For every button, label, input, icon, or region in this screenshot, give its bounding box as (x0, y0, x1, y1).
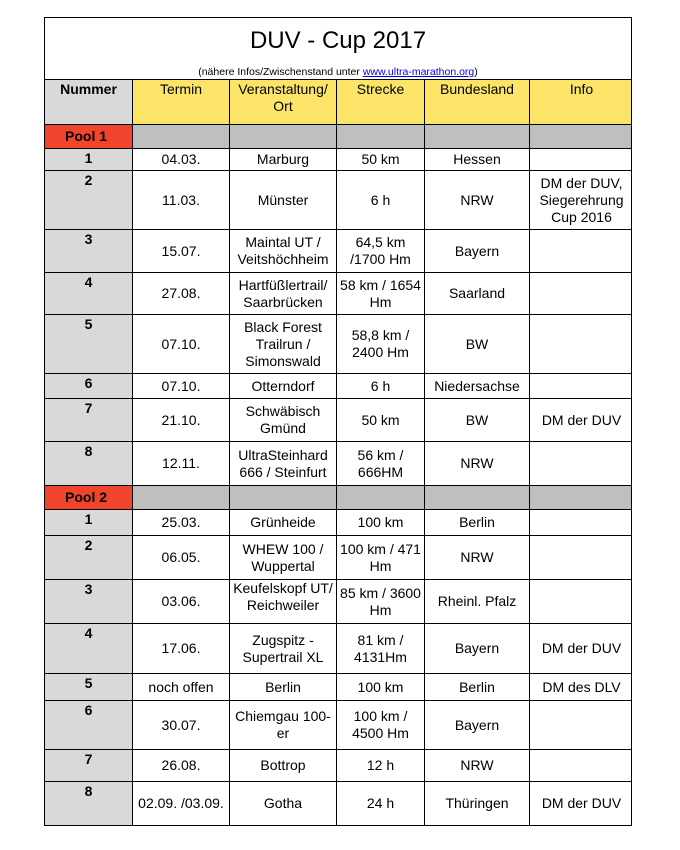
pool-name: Pool 2 (45, 486, 133, 510)
cell-strecke: 81 km / 4131Hm (337, 624, 425, 674)
cell-termin: 17.06. (133, 624, 230, 674)
cell-info (530, 510, 633, 536)
header-veranstaltung: Veranstaltung/ Ort (230, 80, 337, 125)
cell-nummer: 6 (45, 701, 133, 750)
subtitle-suffix: ) (474, 66, 478, 78)
cell-ort: Bottrop (230, 750, 337, 782)
cell-info: DM der DUV (530, 624, 633, 674)
cell-ort: Münster (230, 171, 337, 230)
cell-ort: UltraSteinhard 666 / Steinfurt (230, 442, 337, 486)
cell-nummer: 3 (45, 580, 133, 624)
table-row (45, 374, 633, 399)
pool-header-cell (530, 486, 633, 510)
cell-info: DM der DUV (530, 399, 633, 442)
pool-header-cell (530, 125, 633, 149)
cell-strecke: 56 km / 666HM (337, 442, 425, 486)
table-row (45, 510, 633, 536)
cell-termin: 02.09. /03.09. (133, 782, 230, 826)
cell-info: DM des DLV (530, 674, 633, 701)
cell-nummer: 5 (45, 674, 133, 701)
cell-nummer: 4 (45, 273, 133, 315)
cell-nummer: 3 (45, 230, 133, 273)
cell-bundesland: NRW (425, 171, 530, 230)
cell-ort: Otterndorf (230, 374, 337, 399)
cell-ort: WHEW 100 / Wuppertal (230, 536, 337, 580)
cell-info (530, 149, 633, 171)
header-info: Info (530, 80, 633, 125)
cell-termin: noch offen (133, 674, 230, 701)
pool-name: Pool 1 (45, 125, 133, 149)
cell-nummer: 8 (45, 782, 133, 826)
cell-strecke: 50 km (337, 399, 425, 442)
cell-nummer: 2 (45, 171, 133, 230)
cell-nummer: 5 (45, 315, 133, 374)
cell-info (530, 273, 633, 315)
cell-termin: 25.03. (133, 510, 230, 536)
table-row (45, 315, 633, 374)
pool-header-row (45, 125, 633, 149)
table-row (45, 750, 633, 782)
pool-header-cell (337, 125, 425, 149)
pool-header-cell (133, 486, 230, 510)
cell-info (530, 315, 633, 374)
table-row (45, 399, 633, 442)
cell-bundesland: Bayern (425, 230, 530, 273)
cell-ort: Schwäbisch Gmünd (230, 399, 337, 442)
subtitle (45, 64, 631, 80)
cell-nummer: 7 (45, 750, 133, 782)
cell-termin: 30.07. (133, 701, 230, 750)
cell-nummer: 6 (45, 374, 133, 399)
cell-termin: 03.06. (133, 580, 230, 624)
cell-bundesland: Hessen (425, 149, 530, 171)
table-row (45, 171, 633, 230)
cell-info (530, 701, 633, 750)
cell-bundesland: Bayern (425, 624, 530, 674)
cell-bundesland: BW (425, 399, 530, 442)
cell-nummer: 2 (45, 536, 133, 580)
cell-strecke: 6 h (337, 171, 425, 230)
cell-strecke: 6 h (337, 374, 425, 399)
cell-termin: 12.11. (133, 442, 230, 486)
subtitle-prefix: (nähere Infos/Zwischenstand unter (198, 66, 363, 78)
pool-header-cell (425, 125, 530, 149)
cell-termin: 07.10. (133, 315, 230, 374)
cell-strecke: 100 km / 4500 Hm (337, 701, 425, 750)
table-row (45, 580, 633, 624)
document-sheet (44, 17, 632, 826)
table-row (45, 701, 633, 750)
event-table (44, 79, 632, 826)
pool-header-cell (230, 486, 337, 510)
cell-termin: 04.03. (133, 149, 230, 171)
table-row (45, 230, 633, 273)
cell-bundesland: BW (425, 315, 530, 374)
table-row (45, 273, 633, 315)
table-row (45, 782, 633, 826)
cell-strecke: 12 h (337, 750, 425, 782)
header-bundesland: Bundesland (425, 80, 530, 125)
cell-nummer: 1 (45, 510, 133, 536)
cell-info (530, 750, 633, 782)
cell-strecke: 100 km (337, 510, 425, 536)
cell-strecke: 58,8 km / 2400 Hm (337, 315, 425, 374)
table-row (45, 674, 633, 701)
cell-ort: Chiemgau 100-er (230, 701, 337, 750)
table-row (45, 442, 633, 486)
pool-header-cell (133, 125, 230, 149)
pool-header-cell (425, 486, 530, 510)
table-row (45, 624, 633, 674)
table-row (45, 536, 633, 580)
cell-termin: 06.05. (133, 536, 230, 580)
cell-nummer: 7 (45, 399, 133, 442)
pool-header-cell (230, 125, 337, 149)
cell-strecke: 24 h (337, 782, 425, 826)
cell-bundesland: Bayern (425, 701, 530, 750)
cell-bundesland: Saarland (425, 273, 530, 315)
cell-strecke: 85 km / 3600 Hm (337, 580, 425, 624)
cell-info: DM der DUV, Siegerehrung Cup 2016 (530, 171, 633, 230)
cell-nummer: 4 (45, 624, 133, 674)
cell-termin: 27.08. (133, 273, 230, 315)
cell-bundesland: Thüringen (425, 782, 530, 826)
cell-ort: Keufelskopf UT/ Reichweiler (230, 580, 337, 624)
header-termin: Termin (133, 80, 230, 125)
cell-strecke: 58 km / 1654 Hm (337, 273, 425, 315)
pool-header-row (45, 486, 633, 510)
cell-bundesland: NRW (425, 750, 530, 782)
cell-ort: Zugspitz - Supertrail XL (230, 624, 337, 674)
cell-nummer: 8 (45, 442, 133, 486)
cell-bundesland: Berlin (425, 674, 530, 701)
cell-bundesland: Berlin (425, 510, 530, 536)
cell-info: DM der DUV (530, 782, 633, 826)
pool-header-cell (337, 486, 425, 510)
page-title: DUV - Cup 2017 (249, 27, 427, 54)
cell-bundesland: NRW (425, 536, 530, 580)
cell-ort: Grünheide (230, 510, 337, 536)
cell-ort: Black Forest Trailrun / Simonswald (230, 315, 337, 374)
cell-termin: 15.07. (133, 230, 230, 273)
cell-info (530, 442, 633, 486)
cell-bundesland: NRW (425, 442, 530, 486)
cell-strecke: 50 km (337, 149, 425, 171)
table-row (45, 149, 633, 171)
cell-info (530, 536, 633, 580)
cell-strecke: 64,5 km /1700 Hm (337, 230, 425, 273)
cell-bundesland: Rheinl. Pfalz (425, 580, 530, 624)
cell-nummer: 1 (45, 149, 133, 171)
website-link[interactable]: www.ultra-marathon.org (362, 66, 475, 78)
cell-termin: 11.03. (133, 171, 230, 230)
cell-ort: Hartfüßlertrail/ Saarbrücken (230, 273, 337, 315)
cell-info (530, 580, 633, 624)
cell-ort: Maintal UT / Veitshöchheim (230, 230, 337, 273)
cell-termin: 26.08. (133, 750, 230, 782)
cell-ort: Marburg (230, 149, 337, 171)
cell-bundesland: Niedersachse (425, 374, 530, 399)
cell-ort: Gotha (230, 782, 337, 826)
cell-info (530, 230, 633, 273)
cell-strecke: 100 km (337, 674, 425, 701)
cell-termin: 21.10. (133, 399, 230, 442)
cell-ort: Berlin (230, 674, 337, 701)
cell-termin: 07.10. (133, 374, 230, 399)
cell-info (530, 374, 633, 399)
header-strecke: Strecke (337, 80, 425, 125)
header-nummer: Nummer (45, 80, 133, 125)
cell-strecke: 100 km / 471 Hm (337, 536, 425, 580)
header-row (45, 80, 633, 125)
